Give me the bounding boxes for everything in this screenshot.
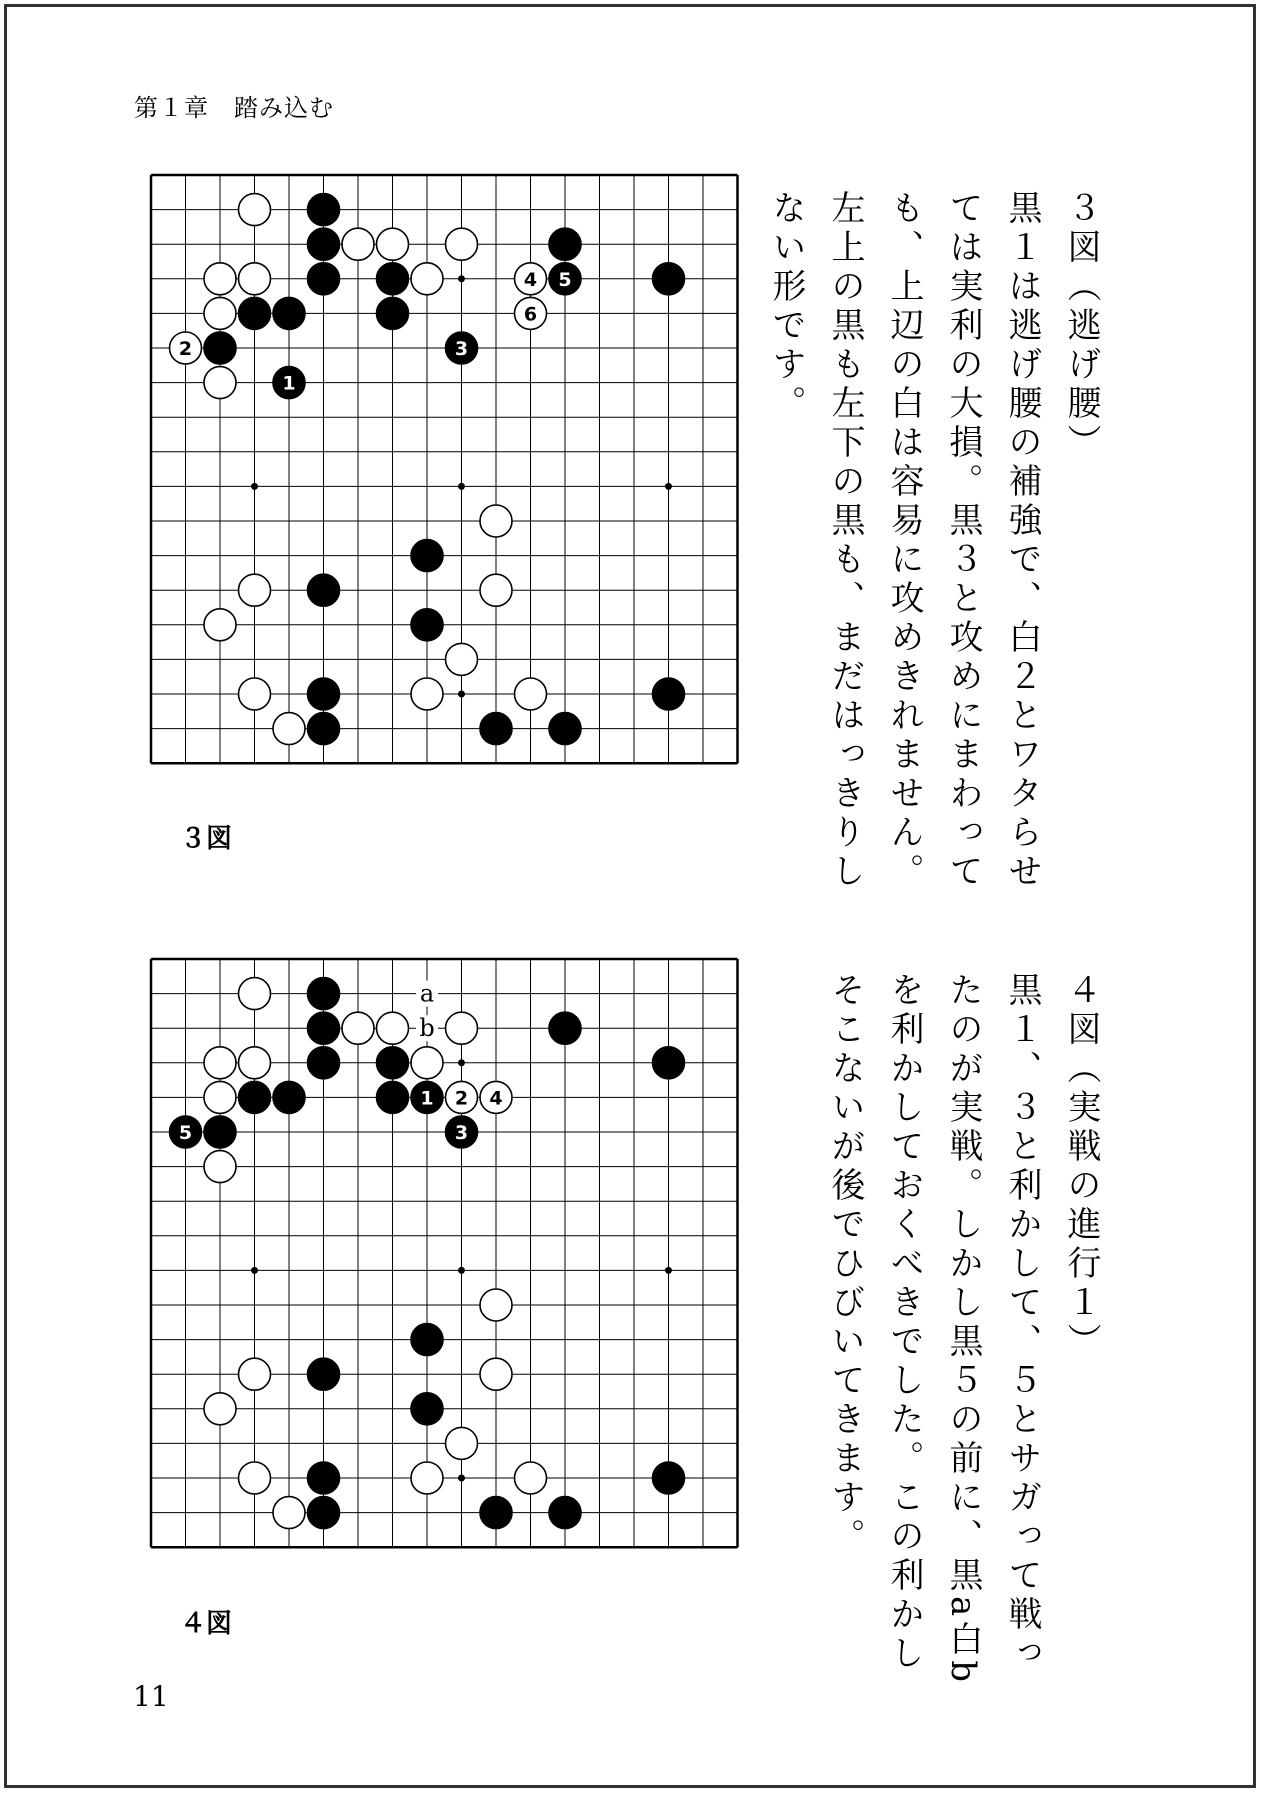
go-diagram-4 <box>148 956 764 1578</box>
black-stone <box>308 1012 340 1044</box>
white-stone <box>239 978 271 1010</box>
black-stone <box>273 1081 305 1113</box>
black-stone <box>549 1012 581 1044</box>
black-stone <box>308 194 340 226</box>
white-stone <box>480 505 512 537</box>
black-stone <box>377 297 409 329</box>
white-stone <box>239 263 271 295</box>
go-board-3 <box>148 172 764 794</box>
black-stone <box>653 678 685 710</box>
commentary-3-body: 黒１は逃げ腰の補強で、白２とワタらせては実利の大損。黒３と攻めにまわっても、上辺の白は容易に攻めきれません。左上の黒も左下の黒も、まだはっきりしない形です。 <box>766 190 1042 892</box>
commentary-3-title: ３図（逃げ腰） <box>1061 190 1101 463</box>
black-stone <box>308 1497 340 1529</box>
white-stone <box>342 1012 374 1044</box>
white-stone <box>411 1462 443 1494</box>
letter-mark-b: b <box>419 1014 435 1043</box>
move-number: 3 <box>454 1122 469 1144</box>
black-stone <box>308 1462 340 1494</box>
black-stone <box>239 297 271 329</box>
white-stone <box>342 228 374 260</box>
star-point <box>458 275 465 282</box>
white-stone <box>239 1047 271 1079</box>
white-stone <box>446 643 478 675</box>
white-stone <box>377 228 409 260</box>
black-stone <box>480 1497 512 1529</box>
star-point <box>458 691 465 698</box>
black-stone <box>308 263 340 295</box>
black-stone <box>411 609 443 641</box>
white-stone <box>239 1462 271 1494</box>
white-stone <box>204 1047 236 1079</box>
move-number: 5 <box>178 1122 193 1144</box>
move-number: 1 <box>420 1087 434 1110</box>
white-stone <box>446 228 478 260</box>
white-stone <box>446 1427 478 1459</box>
commentary-4-body: 黒１、３と利かして、５とサガって戦ったのが実戦。しかし黒５の前に、黒a白bを利かしておくべきでした。この利かしそこないが後でひびいてきます。 <box>825 972 1042 1688</box>
white-stone <box>204 1151 236 1183</box>
white-stone <box>273 1497 305 1529</box>
white-stone <box>377 1012 409 1044</box>
move-number: 2 <box>178 338 193 360</box>
white-stone <box>446 1012 478 1044</box>
white-stone <box>204 297 236 329</box>
black-stone <box>653 1462 685 1494</box>
star-point <box>665 483 672 490</box>
go-diagram-3 <box>148 172 764 794</box>
black-stone <box>653 263 685 295</box>
chapter-header: 第１章 踏み込む <box>134 94 334 122</box>
black-stone <box>239 1081 271 1113</box>
diagram-3-caption: ３図 <box>180 824 233 854</box>
star-point <box>251 1267 258 1274</box>
commentary-4-title: ４図（実戦の進行１） <box>1061 972 1101 1362</box>
black-stone <box>308 978 340 1010</box>
commentary-4 <box>825 972 1110 1692</box>
white-stone <box>480 574 512 606</box>
white-stone <box>239 1358 271 1390</box>
black-stone <box>411 1393 443 1425</box>
white-stone <box>515 1462 547 1494</box>
black-stone <box>308 228 340 260</box>
move-number: 2 <box>454 1087 469 1110</box>
black-stone <box>411 1324 443 1356</box>
white-stone <box>480 1289 512 1321</box>
move-number: 3 <box>454 338 469 360</box>
white-stone <box>515 678 547 710</box>
black-stone <box>308 1047 340 1079</box>
black-stone <box>411 540 443 572</box>
white-stone <box>273 713 305 745</box>
white-stone <box>204 609 236 641</box>
white-stone <box>204 1393 236 1425</box>
move-number: 4 <box>523 268 538 291</box>
white-stone <box>411 1047 443 1079</box>
white-stone <box>204 1081 236 1113</box>
star-point <box>458 1475 465 1482</box>
white-stone <box>204 263 236 295</box>
white-stone <box>480 1358 512 1390</box>
black-stone <box>549 228 581 260</box>
white-stone <box>239 678 271 710</box>
move-number: 5 <box>558 268 572 291</box>
black-stone <box>273 297 305 329</box>
move-number: 1 <box>282 372 296 395</box>
black-stone <box>377 1081 409 1113</box>
move-number: 4 <box>489 1087 503 1110</box>
white-stone <box>239 194 271 226</box>
black-stone <box>549 713 581 745</box>
star-point <box>665 1267 672 1274</box>
diagram-4-caption: ４図 <box>180 1609 233 1639</box>
star-point <box>251 483 258 490</box>
page-number: 11 <box>133 1680 169 1713</box>
go-board-4 <box>148 956 764 1578</box>
letter-mark-a: a <box>419 979 435 1008</box>
white-stone <box>411 678 443 710</box>
move-number: 6 <box>523 303 538 326</box>
black-stone <box>377 1047 409 1079</box>
star-point <box>458 483 465 490</box>
black-stone <box>308 713 340 745</box>
black-stone <box>653 1047 685 1079</box>
black-stone <box>480 713 512 745</box>
commentary-3 <box>766 190 1110 910</box>
black-stone <box>377 263 409 295</box>
star-point <box>458 1059 465 1066</box>
white-stone <box>411 263 443 295</box>
black-stone <box>308 678 340 710</box>
black-stone <box>549 1497 581 1529</box>
star-point <box>458 1267 465 1274</box>
white-stone <box>204 367 236 399</box>
white-stone <box>239 574 271 606</box>
black-stone <box>308 574 340 606</box>
black-stone <box>308 1358 340 1390</box>
black-stone <box>204 332 236 364</box>
black-stone <box>204 1116 236 1148</box>
